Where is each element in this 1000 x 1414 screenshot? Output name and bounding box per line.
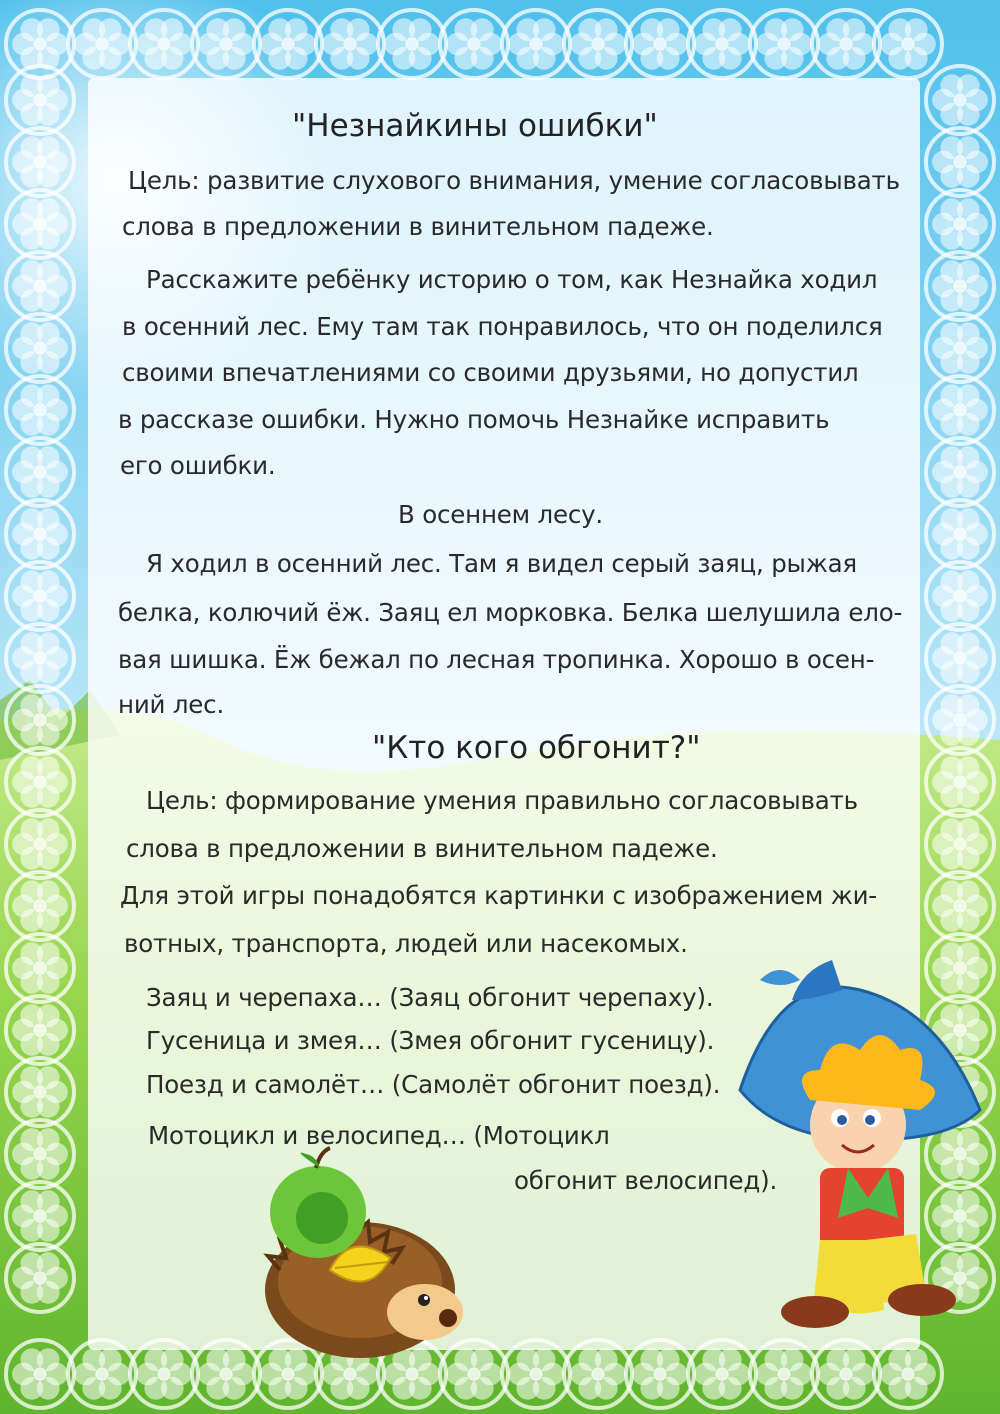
instruction-line-3: своими впечатлениями со своими друзьями, но допустил	[122, 358, 859, 387]
story-title: В осеннем лесу.	[398, 500, 603, 529]
instruction-line-2: в осенний лес. Ему там так понравилось, что он поделился	[122, 312, 883, 341]
game-title-1: "Незнайкины ошибки"	[292, 108, 658, 144]
instruction-line-1: Расскажите ребёнку историю о том, как Незнайка ходил	[146, 265, 878, 294]
materials-line-2: вотных, транспорта, людей или насекомых.	[124, 929, 688, 958]
goal-line-2: слова в предложении в винительном падеже.	[122, 212, 714, 241]
story-line-3: вая шишка. Ёж бежал по лесная тропинка. Хорошо в осен-	[118, 645, 875, 674]
game-title-2: "Кто кого обгонит?"	[372, 730, 701, 766]
example-line-1: Заяц и черепаха… (Заяц обгонит черепаху).	[146, 983, 714, 1012]
story-line-4: ний лес.	[118, 690, 225, 719]
materials-line-1: Для этой игры понадобятся картинки с изображением жи-	[120, 881, 877, 910]
example-line-4: Мотоцикл и велосипед… (Мотоцикл	[148, 1121, 610, 1150]
instruction-line-4: в рассказе ошибки. Нужно помочь Незнайке исправить	[118, 405, 830, 434]
story-line-2: белка, колючий ёж. Заяц ел морковка. Белка шелушила ело-	[118, 598, 903, 627]
example-line-3: Поезд и самолёт… (Самолёт обгонит поезд).	[146, 1070, 721, 1099]
example-line-2: Гусеница и змея… (Змея обгонит гусеницу).	[146, 1026, 715, 1055]
example-line-5: обгонит велосипед).	[514, 1166, 778, 1195]
goal2-line-2: слова в предложении в винительном падеже.	[126, 834, 718, 863]
instruction-line-5: его ошибки.	[120, 451, 276, 480]
goal-line-1: Цель: развитие слухового внимания, умение согласовывать	[128, 166, 900, 195]
story-line-1: Я ходил в осенний лес. Там я видел серый заяц, рыжая	[146, 549, 857, 578]
goal2-line-1: Цель: формирование умения правильно согласовывать	[146, 786, 858, 815]
